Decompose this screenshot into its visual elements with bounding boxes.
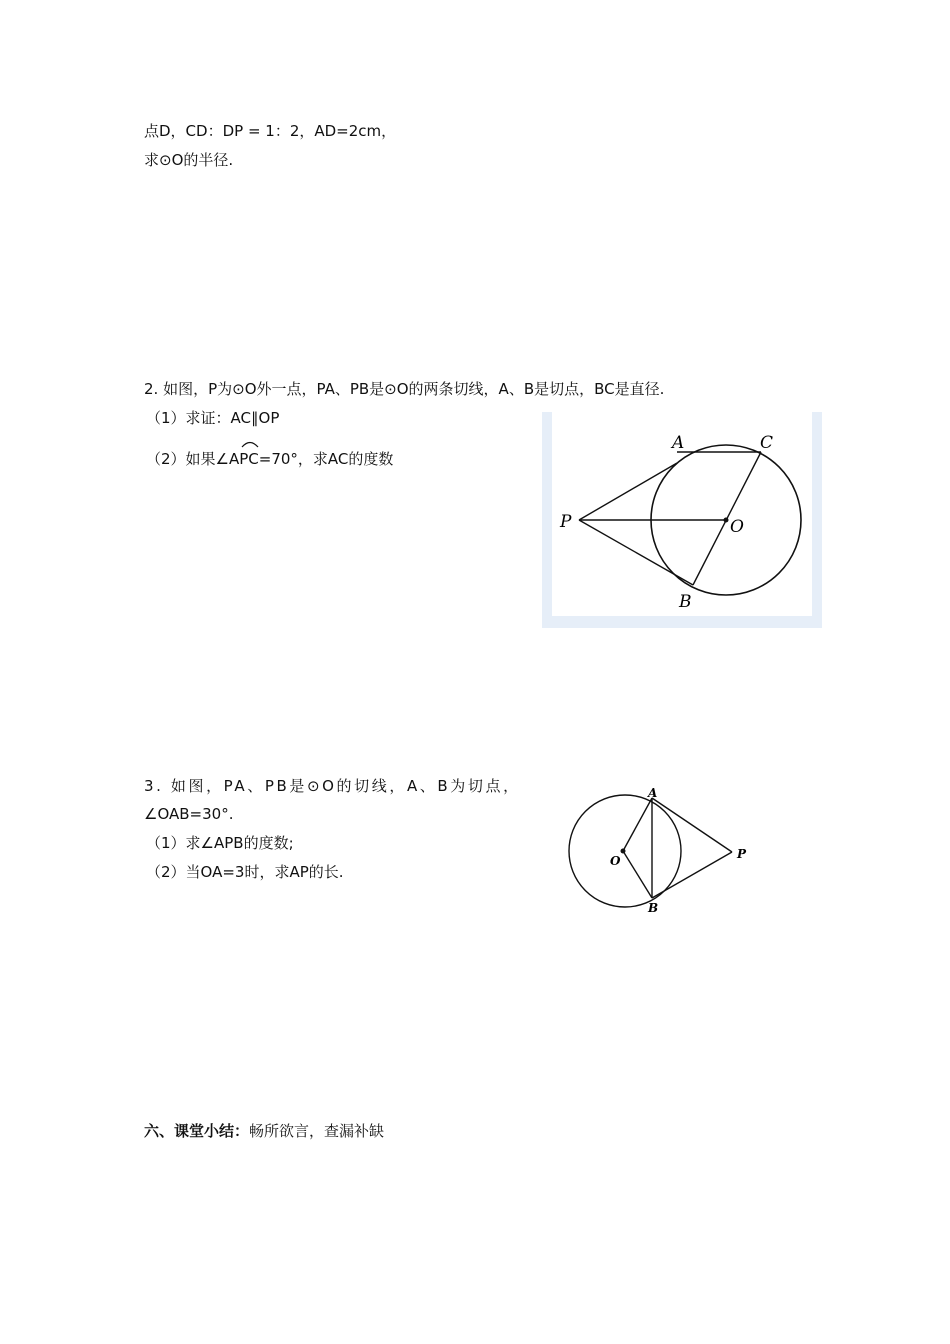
p3-radius-oa: [623, 798, 652, 851]
p2-figure: [542, 412, 822, 628]
p3-label-b: B: [648, 901, 659, 915]
p3-question-2: （2）当OA=3时，求AP的长.: [146, 863, 344, 881]
p2-label-o: O: [730, 517, 744, 537]
p2-center-dot: [724, 518, 729, 523]
p2-q2-suffix: =70°，求AC的度数: [258, 450, 394, 468]
p2-arc-label: APC: [229, 450, 259, 468]
summary-text: 畅所欲言，查漏补缺: [249, 1122, 385, 1140]
p1-line1: 点D，CD：DP = 1：2，AD=2cm，: [144, 122, 397, 140]
p3-radius-ob: [623, 851, 652, 898]
p2-label-a: A: [672, 433, 685, 453]
p2-question-1: （1）求证：AC∥OP: [146, 409, 280, 427]
p2-stem: 2. 如图，P为⊙O外一点，PA、PB是⊙O的两条切线，A、B是切点，BC是直径.: [144, 380, 665, 398]
p2-q2-prefix: （2）如果∠: [146, 450, 229, 468]
p3-tangent-pb: [652, 852, 732, 898]
p3-tangent-pa: [652, 798, 732, 852]
p3-stem-1: 3. 如图，PA、PB是⊙O的切线，A、B为切点，: [144, 777, 521, 795]
p3-question-1: （1）求∠APB的度数;: [146, 834, 294, 852]
summary-heading: 六、课堂小结：: [144, 1122, 250, 1140]
p2-label-b: B: [679, 592, 692, 612]
p3-figure: [560, 780, 760, 920]
p2-label-p: P: [560, 512, 572, 532]
p1-line2: 求⊙O的半径.: [144, 151, 234, 169]
summary-line: [144, 1121, 384, 1141]
p2-question-2: [146, 449, 393, 469]
p3-label-a: A: [648, 786, 658, 800]
p3-label-o: O: [610, 854, 621, 868]
p2-label-c: C: [760, 433, 774, 453]
p2-arc-apc: [229, 449, 259, 469]
arc-symbol-icon: [241, 440, 259, 448]
p3-stem-2: ∠OAB=30°.: [144, 805, 234, 823]
p3-center-dot: [621, 849, 626, 854]
p3-label-p: P: [737, 847, 747, 861]
